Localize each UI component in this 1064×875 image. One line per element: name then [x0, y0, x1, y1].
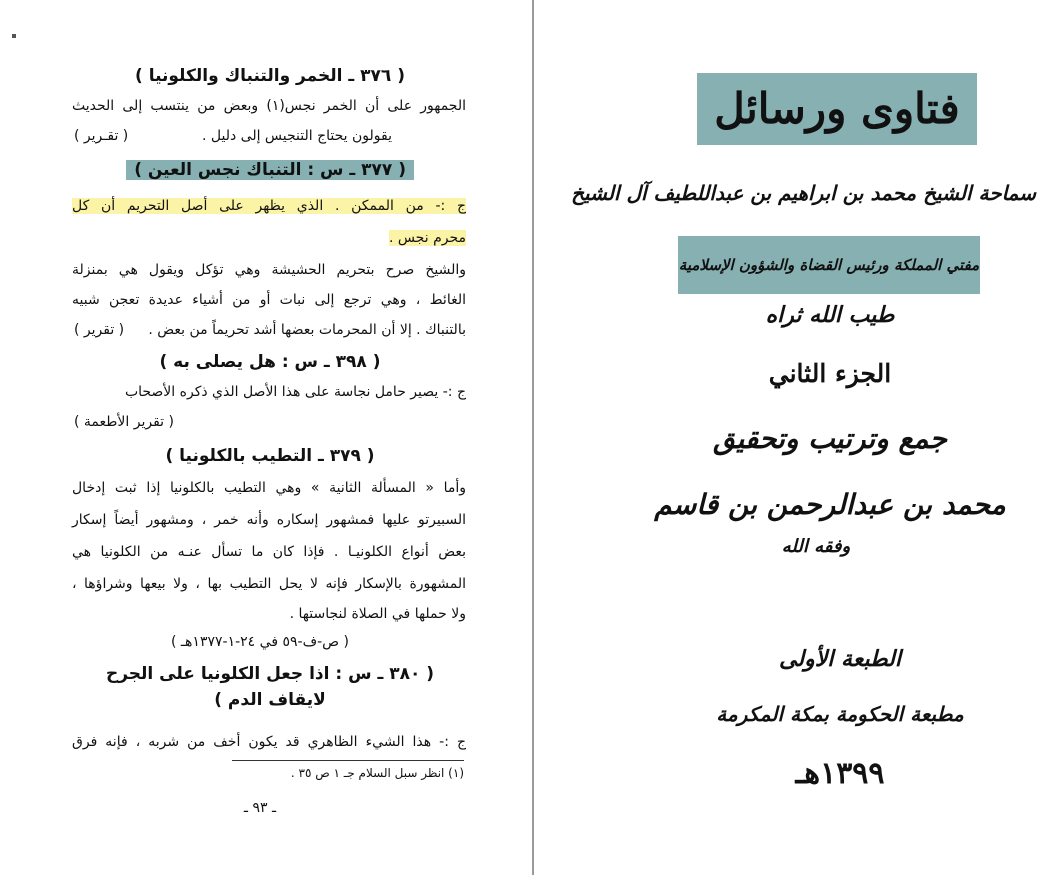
section-378-tag: ( تقرير الأطعمة )	[74, 414, 174, 430]
printer-label: مطبعة الحكومة بمكة المكرمة	[716, 702, 964, 726]
section-376-heading: ( ٣٧٦ ـ الخمر والتنباك والكلونيا )	[135, 66, 405, 86]
section-377-heading-text: ( ٣٧٧ ـ س : التنباك نجس العين )	[126, 160, 414, 180]
edition-label: الطبعة الأولى	[779, 646, 901, 672]
section-377-answer-line-1-text: ج :- من الممكن . الذي يظهر على أصل التحريم أن كل	[72, 198, 466, 214]
section-377-tag: ( تقرير )	[74, 322, 125, 338]
compiler-name: محمد بن عبدالرحمن بن قاسم	[654, 488, 1006, 521]
section-377-answer-line-2	[389, 230, 466, 246]
section-377-line-3: والشيخ صرح بتحريم الحشيشة وهي تؤكل ويقول هي بمنزلة	[72, 262, 466, 278]
section-377-heading	[130, 160, 414, 180]
section-377-line-4: الغائط ، وهي ترجع إلى نبات أو من أشياء عديدة تعجن شبيه	[72, 292, 466, 308]
volume-label: الجزء الثاني	[768, 359, 892, 388]
section-376-line-1: الجمهور على أن الخمر نجس(١) وبعض من ينتسب إلى الحديث	[72, 98, 466, 114]
section-376-tag: ( تقـرير )	[74, 128, 129, 144]
author-blessing: طيب الله ثراه	[765, 302, 895, 328]
compilation-label: جمع وترتيب وتحقيق	[713, 422, 947, 455]
compiler-blessing: وفقه الله	[781, 536, 851, 557]
author-line: سماحة الشيخ محمد بن ابراهيم بن عبداللطيف آل الشيخ	[571, 181, 1036, 205]
book-title: فتاوى ورسائل	[714, 84, 960, 133]
section-379-line-4: المشهورة بالإسكار فإنه لا يحل التطيب بها ، ولا بيعها وشراؤها ،	[72, 576, 466, 592]
section-379-line-1: وأما « المسألة الثانية » وهي التطيب بالكلونيا إذا ثبت إدخال	[72, 480, 466, 496]
section-378-line-1: ج :- يصير حامل نجاسة على هذا الأصل الذي ذكره الأصحاب	[124, 384, 466, 400]
scan-mark	[12, 34, 16, 38]
author-office: مفتي المملكة ورئيس القضاة والشؤون الإسلامية	[678, 256, 980, 274]
section-377-answer-line-1	[72, 198, 466, 214]
section-380-heading-line-2: لايقاف الدم )	[214, 690, 326, 710]
section-376-line-2: يقولون يحتاج التنجيس إلى دليل .	[201, 128, 392, 144]
footnote: (١) انظر سبل السلام جـ ١ ص ٣٥ .	[290, 766, 464, 780]
section-379-heading: ( ٣٧٩ ـ التطيب بالكلونيا )	[165, 446, 375, 466]
section-377-line-5: بالتنباك . إلا أن المحرمات بعضها أشد تحريماً من بعض .	[148, 322, 466, 338]
section-379-line-3: بعض أنواع الكلونيـا . فإذا كان ما تسأل عنـه من الكلونيا هي	[72, 544, 466, 560]
section-378-heading: ( ٣٩٨ ـ س : هل يصلى به )	[159, 352, 381, 372]
section-380-heading-line-1: ( ٣٨٠ ـ س : اذا جعل الكلونيا على الجرح	[105, 664, 435, 684]
section-377-answer-line-2-text: محرم نجس .	[388, 230, 466, 246]
section-379-line-2: السبيرتو عليها فمشهور إسكاره وأنه خمر ، ومشهور أيضاً إسكار	[72, 512, 466, 528]
footnote-rule	[232, 760, 464, 761]
section-379-line-5: ولا حملها في الصلاة لنجاستها .	[289, 606, 466, 622]
section-380-line-1: ج :- هذا الشيء الظاهري قد يكون أخف من شربه ، فإنه فرق	[72, 734, 466, 750]
publication-year: ١٣٩٩هـ	[795, 756, 885, 791]
page-number: ـ ٩٣ ـ	[243, 800, 277, 816]
section-379-reference: ( ص-ف-٥٩ في ٢٤-١-١٣٧٧هـ )	[171, 634, 349, 650]
